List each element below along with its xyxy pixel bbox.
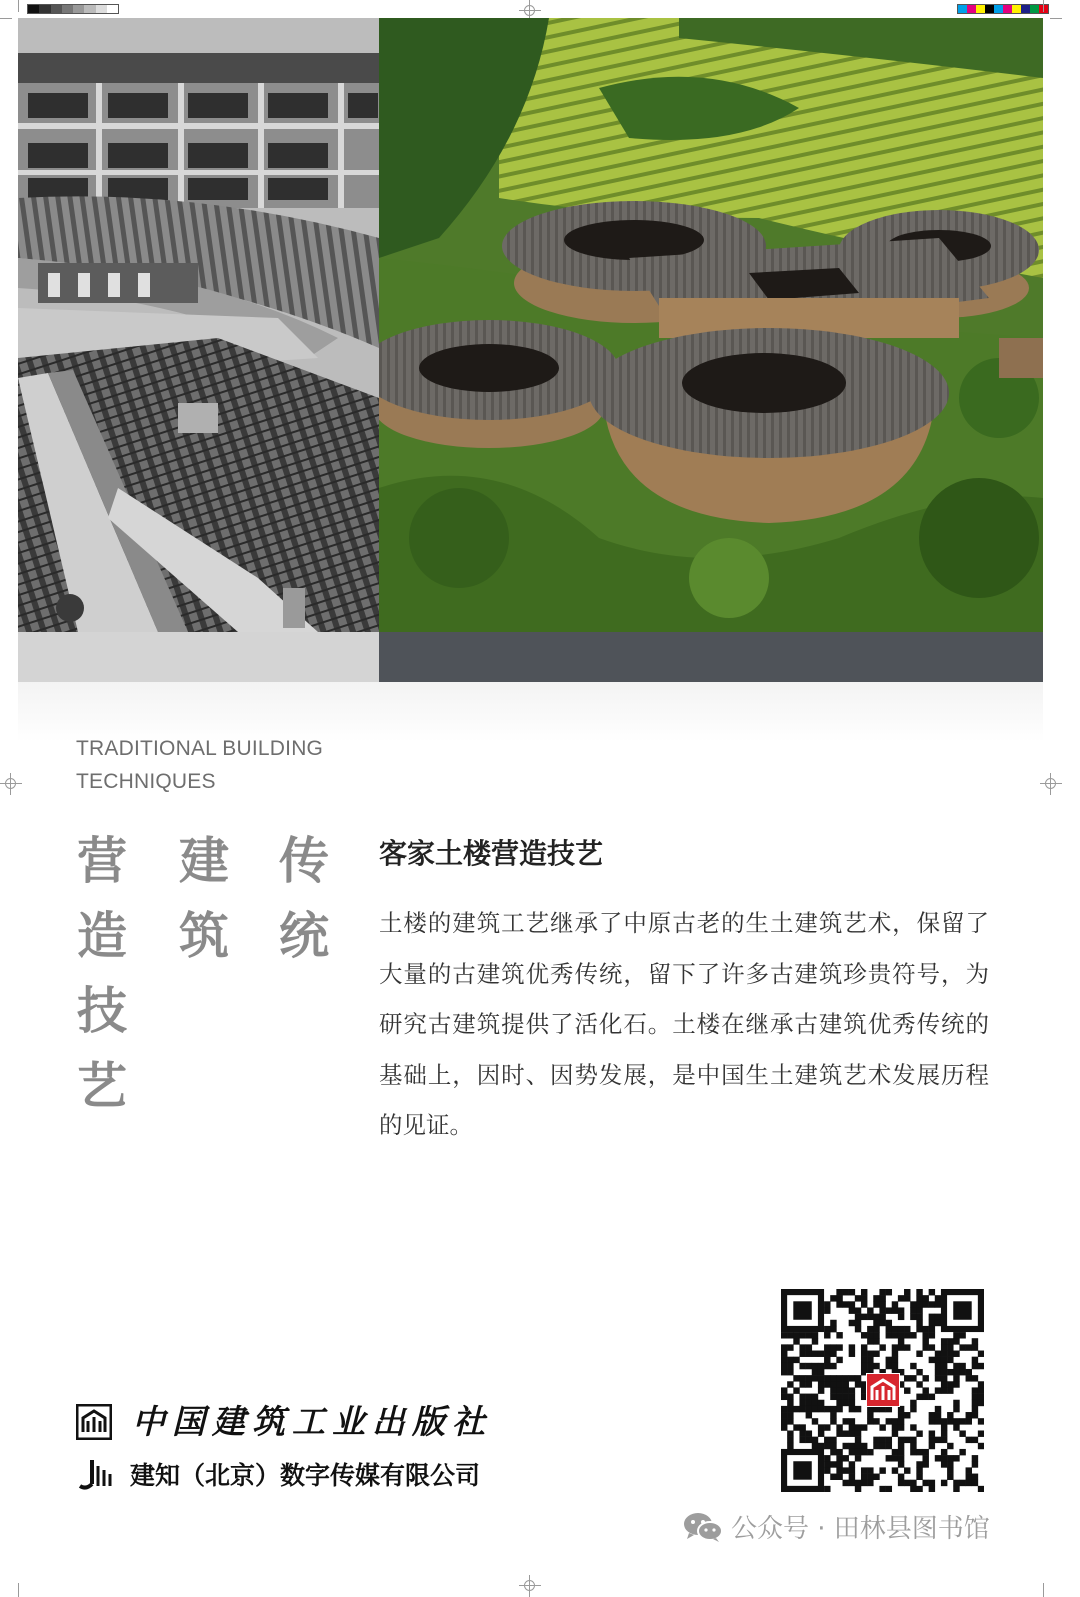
vertical-char: 造 [77,906,127,965]
crop-mark [1043,1583,1044,1597]
registration-mark-left [0,773,22,795]
crop-mark [18,1583,19,1597]
english-title-line2: TECHNIQUES [76,770,216,793]
crop-mark [1050,18,1062,19]
tulou-courtyard-photo [18,18,379,632]
crop-mark [18,0,19,12]
grayscale-calibration-strip [27,4,119,14]
english-title-line1: TRADITIONAL BUILDING [76,737,324,760]
qr-center-logo [866,1373,900,1407]
section-body: 土楼的建筑工艺继承了中原古老的生土建筑艺术，保留了大量的古建筑优秀传统，留下了许多古建筑珍贵符号，为研究古建筑提供了活化石。土楼在继承古建筑优秀传统的基础上，因时、因势发展，是中国生土建筑艺术发展历程的见证。 [379,909,989,1139]
wechat-icon [683,1511,723,1543]
vertical-char: 营 [77,831,127,890]
crop-mark [1043,0,1044,12]
vertical-char: 传 [279,831,329,890]
english-title [76,732,323,798]
registration-mark-right [1040,773,1062,795]
jz-logo-icon [76,1456,112,1492]
vertical-char: 筑 [179,906,229,965]
watermark [683,1508,990,1545]
vertical-char: 技 [77,981,127,1040]
photo-band-dark [379,632,1043,682]
tulou-landscape-photo [379,18,1043,632]
vertical-char: 艺 [77,1056,127,1115]
building-logo-icon [76,1404,112,1440]
photo-band-light [18,632,379,682]
registration-mark-bottom [519,1575,541,1597]
section-heading: 客家土楼营造技艺 [379,837,604,870]
vertical-char: 统 [279,906,329,965]
vertical-title-col3 [274,823,334,973]
publisher-name: 中国建筑工业出版社 [132,1402,492,1441]
vertical-title-col2 [174,823,234,973]
crop-mark [0,18,12,19]
publisher-subsidiary-name: 建知（北京）数字传媒有限公司 [130,1461,481,1490]
vertical-char: 建 [179,831,229,890]
watermark-text: 公众号 · 田林县图书馆 [731,1514,990,1544]
vertical-title-col1 [72,823,132,1123]
color-calibration-strip [957,4,1049,14]
